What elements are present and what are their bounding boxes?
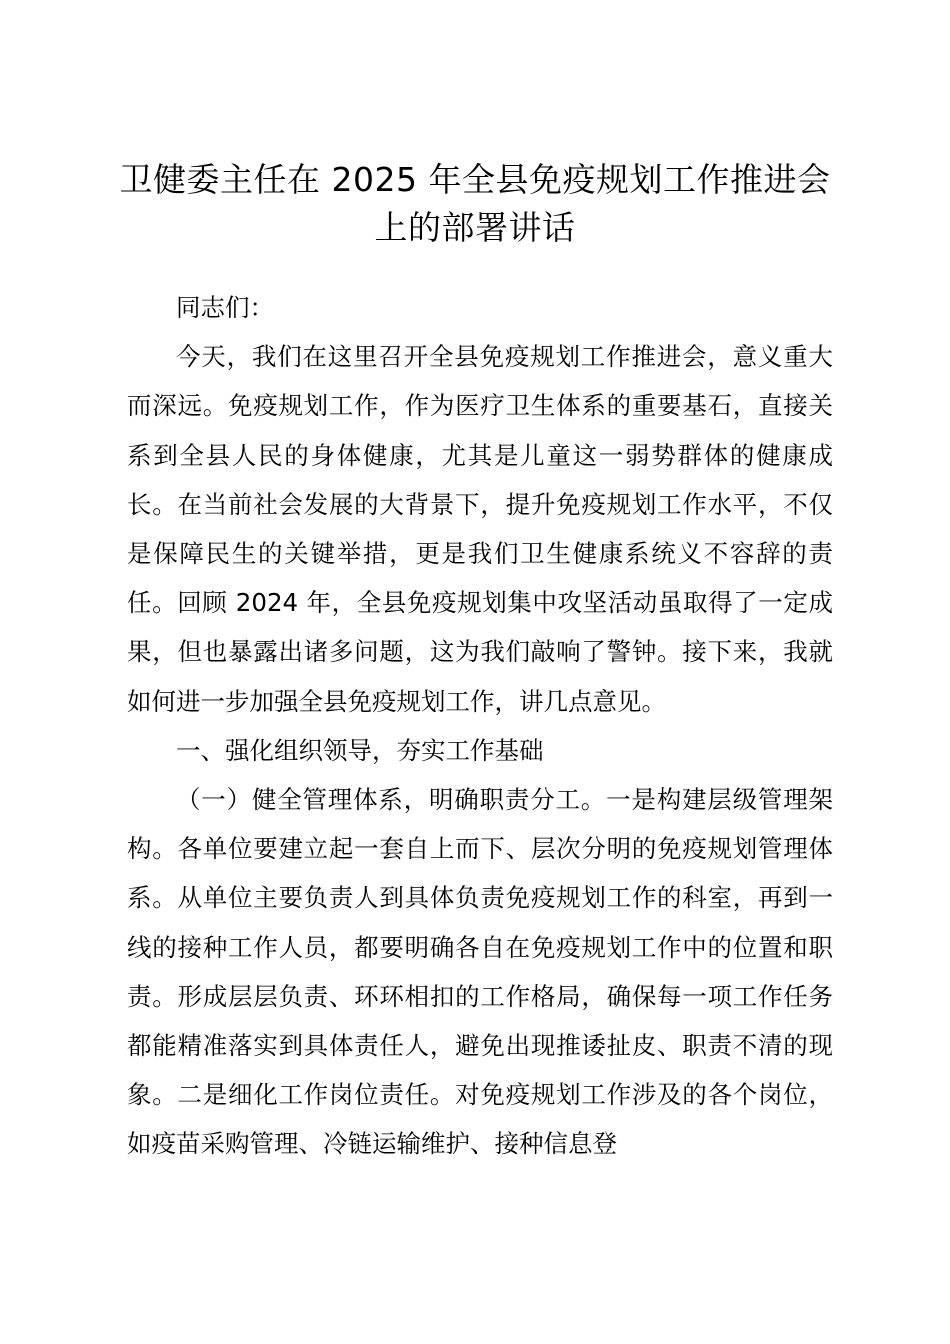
salutation: 同志们： — [176, 293, 274, 322]
section-heading: 一、强化组织领导，夯实工作基础 — [176, 735, 544, 765]
subsection-paragraph: （一）健全管理体系，明确职责分工。一是构建层级管理架构。各单位要建立起一套自上而下、层次分明的免疫规划管理体系。从单位主要负责人到具体负责免疫规划工作的科室，再到一线的接种工作人员，都要明确各自在免疫规划工作中的位置和职责。形成层层负责、环环相扣的工作格局，确保每一项工作任务都能精准落实到具体责任人，避免出现推诿扯皮、职责不清的现象。二是细化工作岗位责任。对免疫规划工作涉及的各个岗位，如疫苗采购管理、冷链运输维护、接种信息登 — [127, 785, 833, 1159]
document-title: 卫健委主任在 2025 年全县免疫规划工作推进会上的部署讲话 — [119, 160, 831, 247]
intro-paragraph: 今天，我们在这里召开全县免疫规划工作推进会，意义重大而深远。免疫规划工作，作为医疗卫生体系的重要基石，直接关系到全县人民的身体健康，尤其是儿童这一弱势群体的健康成长。在当前社会发展的大背景下，提升免疫规划工作水平，不仅是保障民生的关键举措，更是我们卫生健康系统义不容辞的责任。回顾 2024 年，全县免疫规划集中攻坚活动虽取得了一定成果，但也暴露出诸多问题，这为我们敲响了警钟。接下来，我就如何进一步加强全县免疫规划工作，讲几点意见。 — [127, 342, 833, 716]
document-body — [127, 283, 833, 1169]
